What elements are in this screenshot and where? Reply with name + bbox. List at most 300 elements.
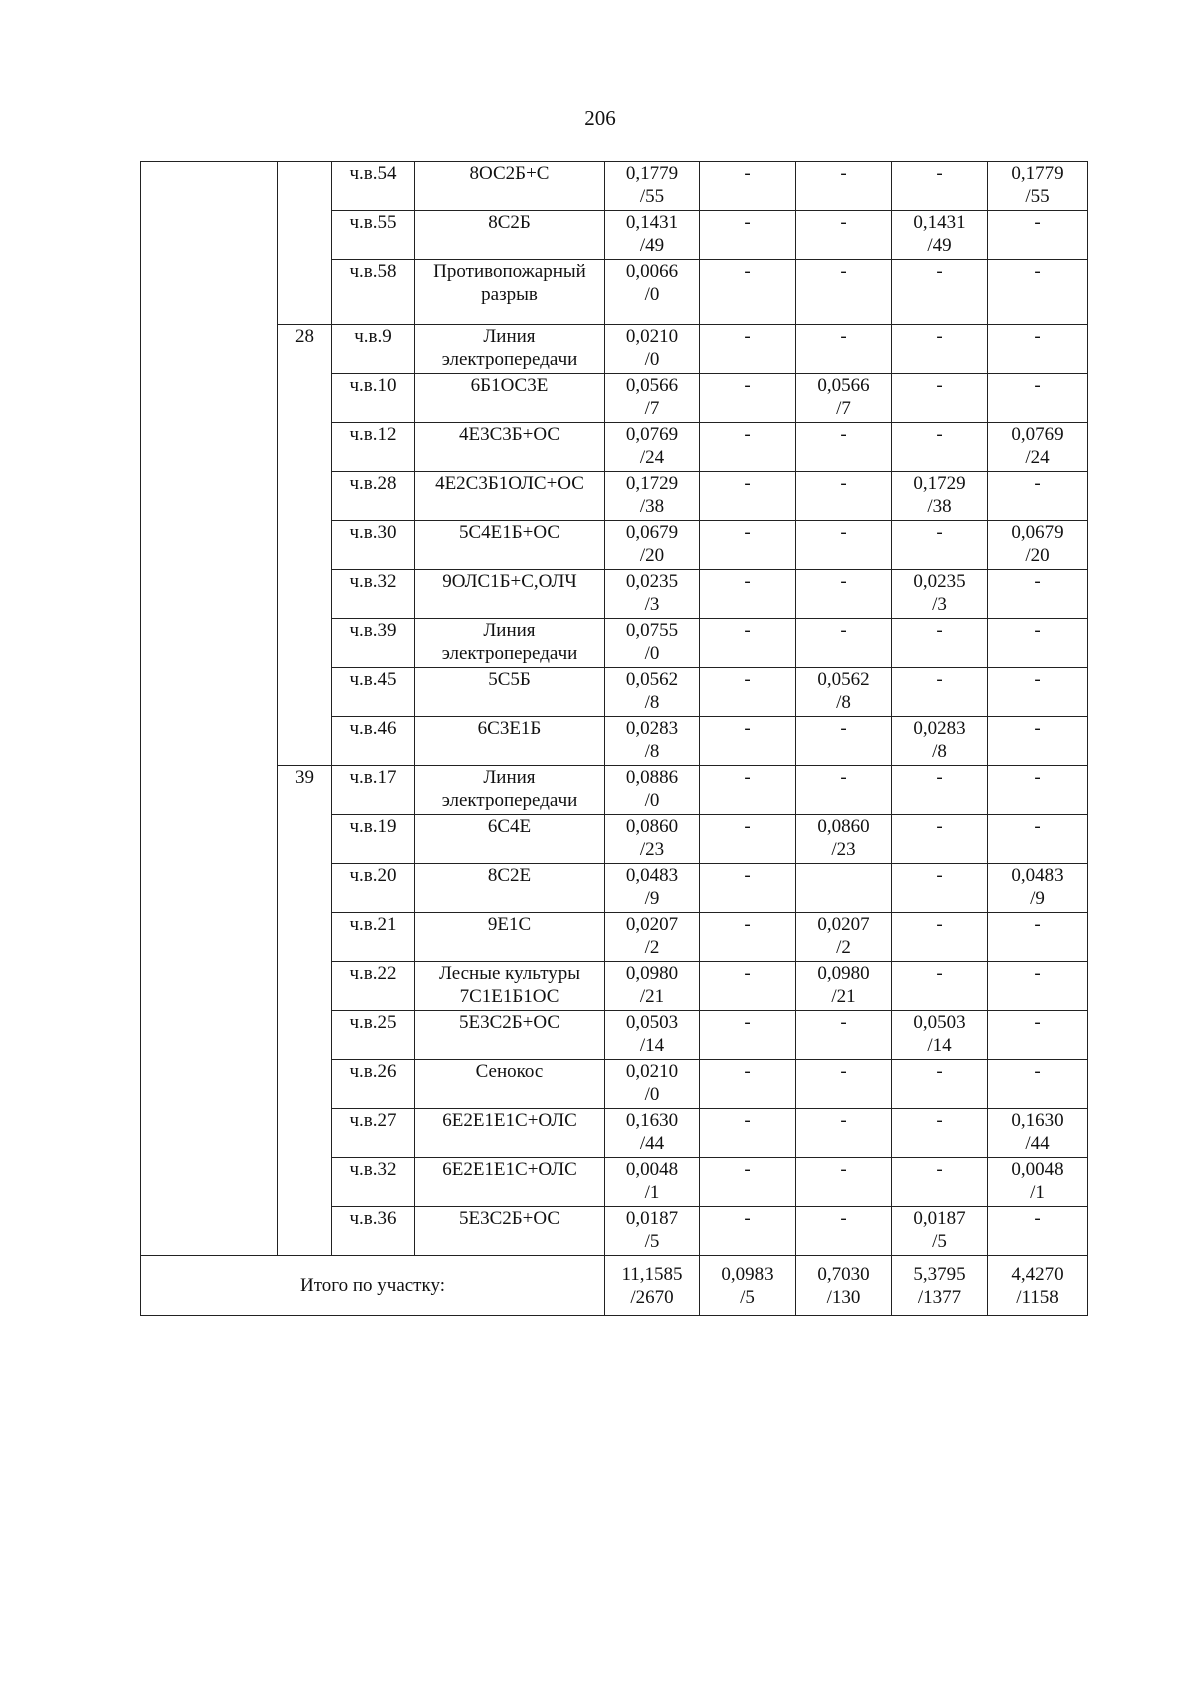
- category-c2-cell-line: 0,0980: [817, 963, 870, 984]
- category-c4-cell: [988, 472, 1088, 521]
- allotment-id-cell: ч.в.28: [332, 472, 415, 521]
- category-c4-cell-line: /9: [1030, 888, 1045, 909]
- total-area-cell: [605, 1109, 700, 1158]
- allotment-id-cell: ч.в.36: [332, 1207, 415, 1256]
- category-c4-cell-line: -: [1034, 326, 1041, 347]
- category-c4-cell: [988, 717, 1088, 766]
- stand-composition-cell: 6Б1ОС3Е: [415, 374, 605, 423]
- category-c3-cell-line: /5: [932, 1231, 947, 1252]
- category-c3-cell: [892, 423, 988, 472]
- category-c4-cell-line: 0,0679: [1011, 522, 1064, 543]
- category-c3-cell: [892, 1060, 988, 1109]
- category-c1-cell-line: -: [744, 473, 751, 494]
- category-c3-cell: [892, 913, 988, 962]
- category-c4-cell: [988, 962, 1088, 1011]
- category-c1-cell-line: -: [744, 718, 751, 739]
- total-area-cell: [605, 668, 700, 717]
- category-c3-cell-line: -: [936, 963, 943, 984]
- stand-composition-cell: Лесные культуры 7С1Е1Б1ОС: [415, 962, 605, 1011]
- category-c4-cell: [988, 325, 1088, 374]
- total-area-cell: [605, 260, 700, 325]
- category-c2-cell-line: -: [840, 1208, 847, 1229]
- category-c3-cell-line: -: [936, 1061, 943, 1082]
- category-c1-cell-line: -: [744, 1012, 751, 1033]
- allotment-id-cell: ч.в.32: [332, 1158, 415, 1207]
- category-c2-cell: [796, 766, 892, 815]
- total-area-cell-line: 0,0679: [625, 522, 679, 543]
- category-c1-cell: [700, 766, 796, 815]
- allotment-id-cell: ч.в.32: [332, 570, 415, 619]
- category-c2-cell-line: -: [840, 1159, 847, 1180]
- category-c4-cell-line: /1: [1030, 1182, 1045, 1203]
- total-area-cell-line: 0,0210: [625, 326, 679, 347]
- total-area-cell-line: 0,0483: [625, 865, 679, 886]
- category-c4-cell-line: -: [1034, 473, 1041, 494]
- category-c4-cell-line: 0,0483: [1011, 865, 1064, 886]
- category-c1-cell-line: -: [744, 865, 751, 886]
- category-c2-cell: [796, 962, 892, 1011]
- category-c1-cell: [700, 913, 796, 962]
- total-c1-cell-line: /5: [740, 1286, 755, 1308]
- total-area-cell: [605, 619, 700, 668]
- total-area-cell: [605, 162, 700, 211]
- allotment-id-cell: ч.в.46: [332, 717, 415, 766]
- stand-composition-cell: 5С5Б: [415, 668, 605, 717]
- category-c2-cell: [796, 717, 892, 766]
- category-c2-cell: [796, 913, 892, 962]
- category-c1-cell-line: -: [744, 571, 751, 592]
- region-cell: [141, 162, 278, 1256]
- total-c1-cell: [700, 1256, 796, 1316]
- category-c1-cell-line: -: [744, 375, 751, 396]
- total-area-cell-line: /5: [644, 1231, 660, 1252]
- category-c2-cell-line: -: [840, 163, 847, 184]
- total-area-cell-line: /38: [639, 496, 665, 517]
- category-c4-cell-line: -: [1034, 816, 1041, 837]
- stand-composition-cell: 9Е1С: [415, 913, 605, 962]
- category-c4-cell: [988, 1158, 1088, 1207]
- category-c1-cell: [700, 668, 796, 717]
- category-c1-cell-line: -: [744, 963, 751, 984]
- total-area-cell-line: /49: [639, 235, 665, 256]
- category-c2-cell-line: /8: [836, 692, 851, 713]
- category-c1-cell-line: -: [744, 522, 751, 543]
- category-c2-cell-line: -: [840, 473, 847, 494]
- category-c2-cell-line: /23: [831, 839, 856, 860]
- category-c1-cell-line: -: [744, 326, 751, 347]
- stand-composition-cell: 6Е2Е1Е1С+ОЛС: [415, 1109, 605, 1158]
- category-c2-cell: [796, 570, 892, 619]
- allotment-id-cell: ч.в.10: [332, 374, 415, 423]
- category-c2-cell-line: /2: [836, 937, 851, 958]
- category-c1-cell: [700, 1207, 796, 1256]
- allotment-id-cell: ч.в.58: [332, 260, 415, 325]
- total-area-cell-line: 0,0283: [625, 718, 679, 739]
- total-area-cell: [605, 472, 700, 521]
- total-c3-cell: [892, 1256, 988, 1316]
- category-c4-cell-line: -: [1034, 261, 1041, 282]
- stand-composition-cell: 6Е2Е1Е1С+ОЛС: [415, 1158, 605, 1207]
- total-total-cell-line: /2670: [630, 1286, 674, 1308]
- category-c4-cell: [988, 913, 1088, 962]
- total-area-cell-line: 0,0210: [625, 1061, 679, 1082]
- category-c3-cell: [892, 162, 988, 211]
- total-c3-cell-line: 5,3795: [913, 1263, 966, 1285]
- category-c1-cell: [700, 864, 796, 913]
- category-c1-cell: [700, 521, 796, 570]
- page-number: 206: [584, 106, 616, 130]
- total-area-cell-line: 0,0860: [625, 816, 679, 837]
- total-area-cell: [605, 211, 700, 260]
- category-c3-cell-line: -: [936, 326, 943, 347]
- category-c1-cell-line: -: [744, 261, 751, 282]
- category-c2-cell-line: -: [840, 522, 847, 543]
- category-c4-cell-line: -: [1034, 1012, 1041, 1033]
- allotment-id-cell: ч.в.55: [332, 211, 415, 260]
- total-area-cell: [605, 1060, 700, 1109]
- category-c1-cell-line: -: [744, 163, 751, 184]
- category-c1-cell: [700, 815, 796, 864]
- category-c3-cell: [892, 962, 988, 1011]
- total-area-cell-line: /24: [639, 447, 665, 468]
- category-c2-cell: [796, 521, 892, 570]
- category-c4-cell-line: -: [1034, 571, 1041, 592]
- category-c2-cell: [796, 162, 892, 211]
- category-c4-cell: [988, 815, 1088, 864]
- total-area-cell-line: /1: [644, 1182, 660, 1203]
- category-c4-cell-line: -: [1034, 914, 1041, 935]
- category-c4-cell-line: 0,1779: [1011, 163, 1064, 184]
- category-c3-cell: [892, 864, 988, 913]
- total-area-cell-line: /23: [639, 839, 665, 860]
- category-c4-cell: [988, 260, 1088, 325]
- category-c2-cell-line: -: [840, 326, 847, 347]
- total-area-cell: [605, 521, 700, 570]
- total-area-cell-line: /0: [644, 284, 660, 305]
- category-c2-cell: [796, 1060, 892, 1109]
- category-c4-cell-line: -: [1034, 1208, 1041, 1229]
- allotment-id-cell: ч.в.17: [332, 766, 415, 815]
- category-c2-cell-line: /7: [836, 398, 851, 419]
- total-area-cell-line: 0,1729: [625, 473, 679, 494]
- total-area-cell-line: /14: [639, 1035, 665, 1056]
- total-area-cell-line: 0,0048: [625, 1159, 679, 1180]
- category-c1-cell: [700, 1109, 796, 1158]
- table-body: [141, 162, 1088, 1316]
- category-c2-cell-line: -: [840, 767, 847, 788]
- total-area-cell-line: /0: [644, 643, 660, 664]
- category-c3-cell-line: -: [936, 816, 943, 837]
- allotment-id-cell: ч.в.54: [332, 162, 415, 211]
- category-c2-cell: [796, 472, 892, 521]
- category-c3-cell-line: /8: [932, 741, 947, 762]
- allotment-id-cell: ч.в.25: [332, 1011, 415, 1060]
- category-c4-cell-line: 0,0769: [1011, 424, 1064, 445]
- total-area-cell: [605, 423, 700, 472]
- category-c1-cell-line: -: [744, 212, 751, 233]
- category-c3-cell: [892, 668, 988, 717]
- total-c4-cell-line: 4,4270: [1011, 1263, 1064, 1285]
- category-c3-cell-line: /3: [932, 594, 947, 615]
- category-c3-cell-line: /49: [927, 235, 952, 256]
- category-c4-cell-line: -: [1034, 375, 1041, 396]
- total-label: Итого по участку:: [141, 1256, 605, 1316]
- category-c3-cell-line: 0,0283: [913, 718, 966, 739]
- category-c4-cell: [988, 668, 1088, 717]
- category-c4-cell: [988, 619, 1088, 668]
- category-c3-cell-line: -: [936, 424, 943, 445]
- category-c3-cell-line: -: [936, 375, 943, 396]
- total-c2-cell-line: 0,7030: [817, 1263, 870, 1285]
- category-c4-cell: [988, 570, 1088, 619]
- category-c4-cell-line: /44: [1025, 1133, 1050, 1154]
- category-c1-cell-line: -: [744, 1110, 751, 1131]
- category-c2-cell: [796, 211, 892, 260]
- stand-composition-cell: 5С4Е1Б+ОС: [415, 521, 605, 570]
- category-c2-cell: [796, 325, 892, 374]
- category-c2-cell: [796, 864, 892, 913]
- category-c3-cell-line: -: [936, 914, 943, 935]
- total-area-cell-line: /8: [644, 692, 660, 713]
- total-area-cell: [605, 1207, 700, 1256]
- category-c1-cell: [700, 1011, 796, 1060]
- total-c1-cell-line: 0,0983: [721, 1263, 774, 1285]
- category-c3-cell-line: -: [936, 522, 943, 543]
- category-c1-cell-line: -: [744, 816, 751, 837]
- category-c4-cell: [988, 423, 1088, 472]
- allotment-id-cell: ч.в.21: [332, 913, 415, 962]
- category-c3-cell-line: 0,0187: [913, 1208, 966, 1229]
- category-c4-cell-line: -: [1034, 212, 1041, 233]
- category-c4-cell-line: -: [1034, 767, 1041, 788]
- total-area-cell-line: /0: [644, 790, 660, 811]
- allotment-id-cell: ч.в.20: [332, 864, 415, 913]
- total-area-cell-line: /21: [639, 986, 665, 1007]
- total-area-cell: [605, 815, 700, 864]
- category-c1-cell: [700, 325, 796, 374]
- total-area-cell-line: /55: [639, 186, 665, 207]
- total-area-cell: [605, 962, 700, 1011]
- category-c2-cell: [796, 815, 892, 864]
- category-c1-cell: [700, 211, 796, 260]
- total-total-cell: [605, 1256, 700, 1316]
- category-c1-cell: [700, 962, 796, 1011]
- category-c4-cell: [988, 1060, 1088, 1109]
- category-c3-cell: [892, 472, 988, 521]
- category-c2-cell: [796, 374, 892, 423]
- allotment-id-cell: ч.в.26: [332, 1060, 415, 1109]
- category-c2-cell-line: -: [840, 1110, 847, 1131]
- category-c3-cell-line: -: [936, 865, 943, 886]
- category-c2-cell-line: -: [840, 571, 847, 592]
- category-c3-cell: [892, 521, 988, 570]
- category-c4-cell-line: /24: [1025, 447, 1050, 468]
- total-area-cell-line: /44: [639, 1133, 665, 1154]
- category-c4-cell: [988, 521, 1088, 570]
- category-c2-cell: [796, 1207, 892, 1256]
- allotment-id-cell: ч.в.39: [332, 619, 415, 668]
- category-c4-cell-line: -: [1034, 1061, 1041, 1082]
- total-area-cell: [605, 913, 700, 962]
- category-c3-cell-line: 0,0503: [913, 1012, 966, 1033]
- total-area-cell-line: 0,0886: [625, 767, 679, 788]
- allotment-id-cell: ч.в.27: [332, 1109, 415, 1158]
- category-c2-cell: [796, 619, 892, 668]
- category-c2-cell-line: 0,0860: [817, 816, 870, 837]
- table-row: [141, 325, 1088, 374]
- category-c1-cell: [700, 1060, 796, 1109]
- total-total-cell-line: 11,1585: [621, 1263, 683, 1285]
- total-area-cell-line: /8: [644, 741, 660, 762]
- category-c2-cell: [796, 668, 892, 717]
- stand-composition-cell: 4Е2С3Б1ОЛС+ОС: [415, 472, 605, 521]
- category-c2-cell-line: 0,0566: [817, 375, 870, 396]
- category-c3-cell: [892, 1109, 988, 1158]
- total-area-cell-line: /9: [644, 888, 660, 909]
- total-area-cell-line: 0,0566: [625, 375, 679, 396]
- category-c3-cell-line: -: [936, 669, 943, 690]
- stand-composition-cell: 8С2Б: [415, 211, 605, 260]
- category-c4-cell: [988, 162, 1088, 211]
- total-area-cell-line: 0,0187: [625, 1208, 679, 1229]
- total-area-cell: [605, 1011, 700, 1060]
- allotment-id-cell: ч.в.19: [332, 815, 415, 864]
- category-c1-cell-line: -: [744, 767, 751, 788]
- category-c2-cell: [796, 423, 892, 472]
- allotment-id-cell: ч.в.30: [332, 521, 415, 570]
- total-area-cell-line: 0,0769: [625, 424, 679, 445]
- category-c1-cell: [700, 717, 796, 766]
- category-c4-cell-line: -: [1034, 620, 1041, 641]
- total-area-cell-line: 0,0755: [625, 620, 679, 641]
- category-c3-cell: [892, 619, 988, 668]
- total-c4-cell: [988, 1256, 1088, 1316]
- category-c1-cell-line: -: [744, 1208, 751, 1229]
- quarter-number-cell: [278, 162, 332, 325]
- total-area-cell: [605, 864, 700, 913]
- category-c1-cell: [700, 1158, 796, 1207]
- total-area-cell: [605, 374, 700, 423]
- total-area-cell-line: 0,0980: [625, 963, 679, 984]
- category-c3-cell-line: -: [936, 767, 943, 788]
- category-c3-cell: [892, 260, 988, 325]
- category-c2-cell-line: -: [840, 718, 847, 739]
- stand-composition-cell: Линия электропередачи: [415, 325, 605, 374]
- category-c2-cell-line: -: [840, 261, 847, 282]
- total-area-cell-line: /3: [644, 594, 660, 615]
- total-area-cell: [605, 766, 700, 815]
- category-c3-cell-line: 0,1729: [913, 473, 966, 494]
- category-c3-cell-line: 0,0235: [913, 571, 966, 592]
- category-c3-cell-line: 0,1431: [913, 212, 966, 233]
- stand-composition-cell: Линия электропередачи: [415, 619, 605, 668]
- total-c2-cell-line: /130: [826, 1286, 861, 1308]
- category-c1-cell: [700, 619, 796, 668]
- category-c1-cell: [700, 472, 796, 521]
- total-area-cell-line: /2: [644, 937, 660, 958]
- stand-composition-cell: 5Е3С2Б+ОС: [415, 1207, 605, 1256]
- stand-composition-cell: 6С3Е1Б: [415, 717, 605, 766]
- category-c2-cell-line: -: [840, 424, 847, 445]
- category-c2-cell-line: -: [840, 620, 847, 641]
- total-area-cell: [605, 325, 700, 374]
- category-c4-cell: [988, 766, 1088, 815]
- category-c4-cell-line: -: [1034, 963, 1041, 984]
- stand-composition-cell: Противопожарный разрыв: [415, 260, 605, 325]
- category-c3-cell-line: /38: [927, 496, 952, 517]
- total-area-cell-line: 0,0207: [625, 914, 679, 935]
- category-c3-cell-line: -: [936, 620, 943, 641]
- total-area-cell-line: /0: [644, 1084, 660, 1105]
- allotment-id-cell: ч.в.22: [332, 962, 415, 1011]
- category-c3-cell: [892, 325, 988, 374]
- category-c3-cell-line: -: [936, 1159, 943, 1180]
- total-area-cell-line: /7: [644, 398, 660, 419]
- category-c4-cell: [988, 211, 1088, 260]
- stand-composition-cell: 4Е3С3Б+ОС: [415, 423, 605, 472]
- category-c3-cell: [892, 815, 988, 864]
- total-area-cell-line: 0,0503: [625, 1012, 679, 1033]
- category-c2-cell-line: 0,0562: [817, 669, 870, 690]
- category-c2-cell-line: -: [840, 1061, 847, 1082]
- category-c3-cell-line: -: [936, 1110, 943, 1131]
- category-c4-cell: [988, 864, 1088, 913]
- category-c2-cell: [796, 1158, 892, 1207]
- category-c2-cell: [796, 260, 892, 325]
- category-c1-cell: [700, 423, 796, 472]
- category-c4-cell-line: 0,1630: [1011, 1110, 1064, 1131]
- total-area-cell-line: 0,0235: [625, 571, 679, 592]
- category-c4-cell-line: /20: [1025, 545, 1050, 566]
- category-c3-cell: [892, 374, 988, 423]
- category-c4-cell: [988, 1011, 1088, 1060]
- category-c1-cell: [700, 162, 796, 211]
- table-row: [141, 766, 1088, 815]
- total-area-cell-line: 0,0562: [625, 669, 679, 690]
- category-c2-cell-line: /21: [831, 986, 856, 1007]
- category-c1-cell: [700, 260, 796, 325]
- total-area-cell-line: /20: [639, 545, 665, 566]
- category-c3-cell: [892, 1011, 988, 1060]
- stand-composition-cell: 8ОС2Б+С: [415, 162, 605, 211]
- total-area-cell-line: 0,1779: [625, 163, 679, 184]
- stand-composition-cell: Линия электропередачи: [415, 766, 605, 815]
- category-c2-cell: [796, 1011, 892, 1060]
- forest-allotment-table: [140, 161, 1088, 1316]
- allotment-id-cell: ч.в.45: [332, 668, 415, 717]
- quarter-number-cell: 39: [278, 766, 332, 1256]
- category-c1-cell: [700, 570, 796, 619]
- stand-composition-cell: 6С4Е: [415, 815, 605, 864]
- category-c3-cell-line: /14: [927, 1035, 952, 1056]
- category-c2-cell-line: -: [840, 212, 847, 233]
- category-c4-cell: [988, 374, 1088, 423]
- category-c1-cell-line: -: [744, 1061, 751, 1082]
- category-c2-cell-line: -: [840, 1012, 847, 1033]
- total-c2-cell: [796, 1256, 892, 1316]
- category-c1-cell-line: -: [744, 669, 751, 690]
- category-c3-cell-line: -: [936, 163, 943, 184]
- total-c3-cell-line: /1377: [917, 1286, 962, 1308]
- total-area-cell: [605, 570, 700, 619]
- category-c4-cell-line: 0,0048: [1011, 1159, 1064, 1180]
- total-area-cell-line: 0,1431: [625, 212, 679, 233]
- total-row: [141, 1256, 1088, 1316]
- category-c3-cell: [892, 1207, 988, 1256]
- stand-composition-cell: Сенокос: [415, 1060, 605, 1109]
- table-row: [141, 162, 1088, 211]
- category-c4-cell: [988, 1207, 1088, 1256]
